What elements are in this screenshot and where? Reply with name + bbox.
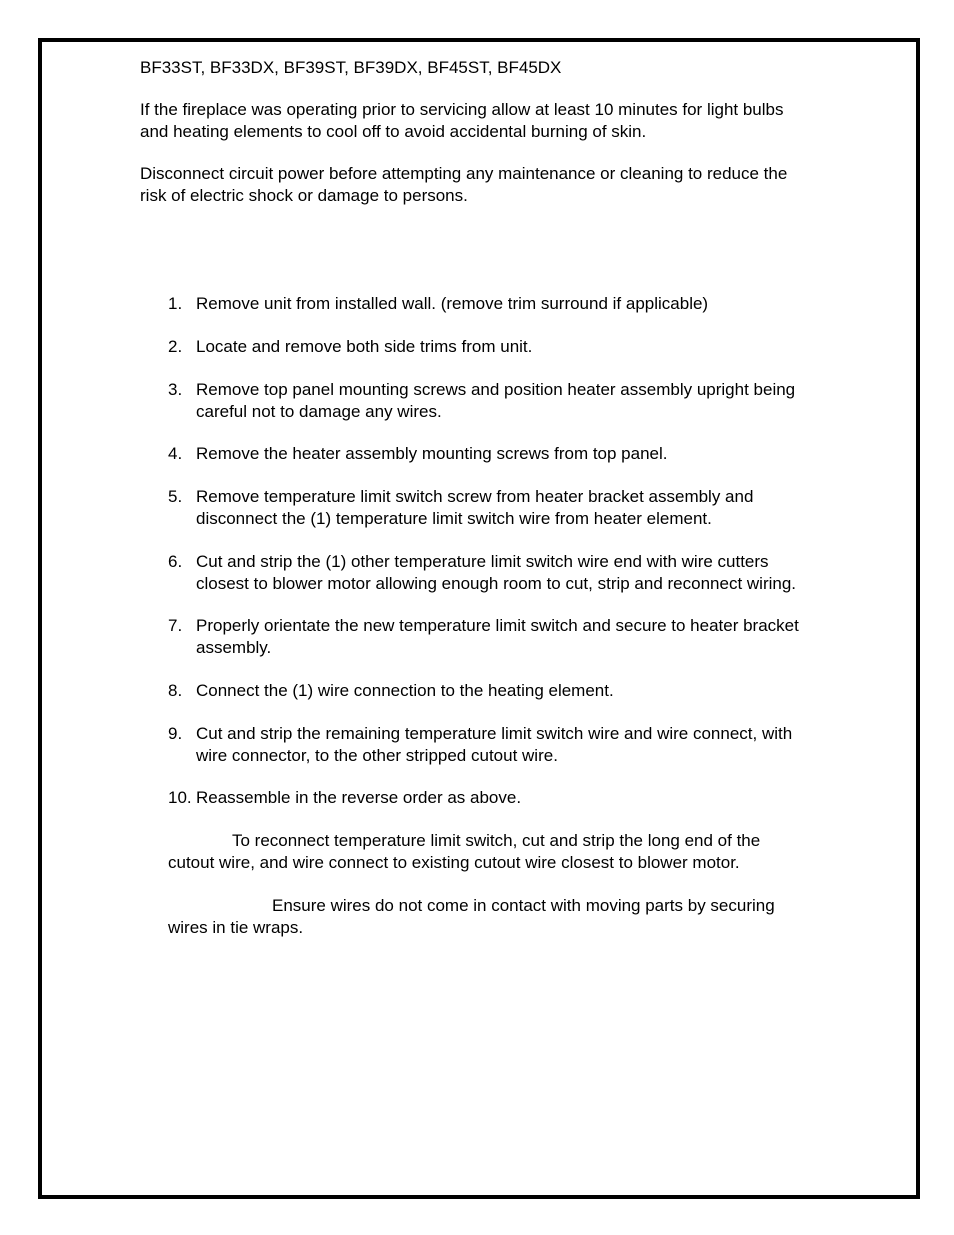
step-text: Remove the heater assembly mounting screws from top panel. bbox=[196, 444, 668, 463]
step-number: 7. bbox=[168, 616, 183, 635]
step-number: 4. bbox=[168, 444, 183, 463]
warning-disconnect-power bbox=[140, 163, 787, 206]
step-text: Reassemble in the reverse order as above. bbox=[196, 788, 522, 807]
step-text: wire connector, to the other stripped cutout wire. bbox=[196, 745, 558, 765]
step-text: careful not to damage any wires. bbox=[196, 401, 442, 421]
step-number: 5. bbox=[168, 487, 183, 506]
step-text: Cut and strip the (1) other temperature limit switch wire end with wire cutters bbox=[196, 552, 769, 571]
step-text: Connect the (1) wire connection to the heating element. bbox=[196, 681, 614, 700]
note-secure-wires bbox=[168, 895, 775, 938]
step-number: 2. bbox=[168, 337, 183, 356]
note-line: cutout wire, and wire connect to existing cutout wire closest to blower motor. bbox=[168, 852, 740, 872]
model-list: BF33ST, BF33DX, BF39ST, BF39DX, BF45ST, BF45DX bbox=[140, 58, 562, 77]
note-line: To reconnect temperature limit switch, cut and strip the long end of the bbox=[232, 831, 761, 850]
step-text: Properly orientate the new temperature limit switch and secure to heater bracket bbox=[196, 616, 799, 635]
note-line: Ensure wires do not come in contact with moving parts by securing bbox=[272, 896, 775, 915]
warning-cool-off bbox=[140, 99, 784, 142]
step-text: Remove temperature limit switch screw from heater bracket assembly and bbox=[196, 487, 754, 506]
note-reconnect bbox=[168, 830, 760, 873]
step-text: Remove top panel mounting screws and position heater assembly upright being bbox=[196, 380, 796, 399]
warning-line: If the fireplace was operating prior to servicing allow at least 10 minutes for light bulbs bbox=[140, 100, 784, 119]
step-number: 9. bbox=[168, 724, 183, 743]
step-number: 8. bbox=[168, 681, 183, 700]
warning-line: risk of electric shock or damage to persons. bbox=[140, 185, 468, 205]
step-text: Locate and remove both side trims from unit. bbox=[196, 337, 533, 356]
step-text: Remove unit from installed wall. (remove trim surround if applicable) bbox=[196, 294, 709, 313]
step-text: disconnect the (1) temperature limit switch wire from heater element. bbox=[196, 508, 712, 528]
step-number: 10. bbox=[168, 788, 192, 807]
warning-line: Disconnect circuit power before attempting any maintenance or cleaning to reduce the bbox=[140, 164, 788, 183]
step-text: assembly. bbox=[196, 637, 272, 657]
step-number: 6. bbox=[168, 552, 183, 571]
warning-line: and heating elements to cool off to avoid accidental burning of skin. bbox=[140, 121, 647, 141]
note-line: wires in tie wraps. bbox=[168, 917, 304, 937]
step-text: Cut and strip the remaining temperature limit switch wire and wire connect, with bbox=[196, 724, 793, 743]
step-number: 3. bbox=[168, 380, 183, 399]
step-number: 1. bbox=[168, 294, 183, 313]
step-text: closest to blower motor allowing enough room to cut, strip and reconnect wiring. bbox=[196, 573, 797, 593]
